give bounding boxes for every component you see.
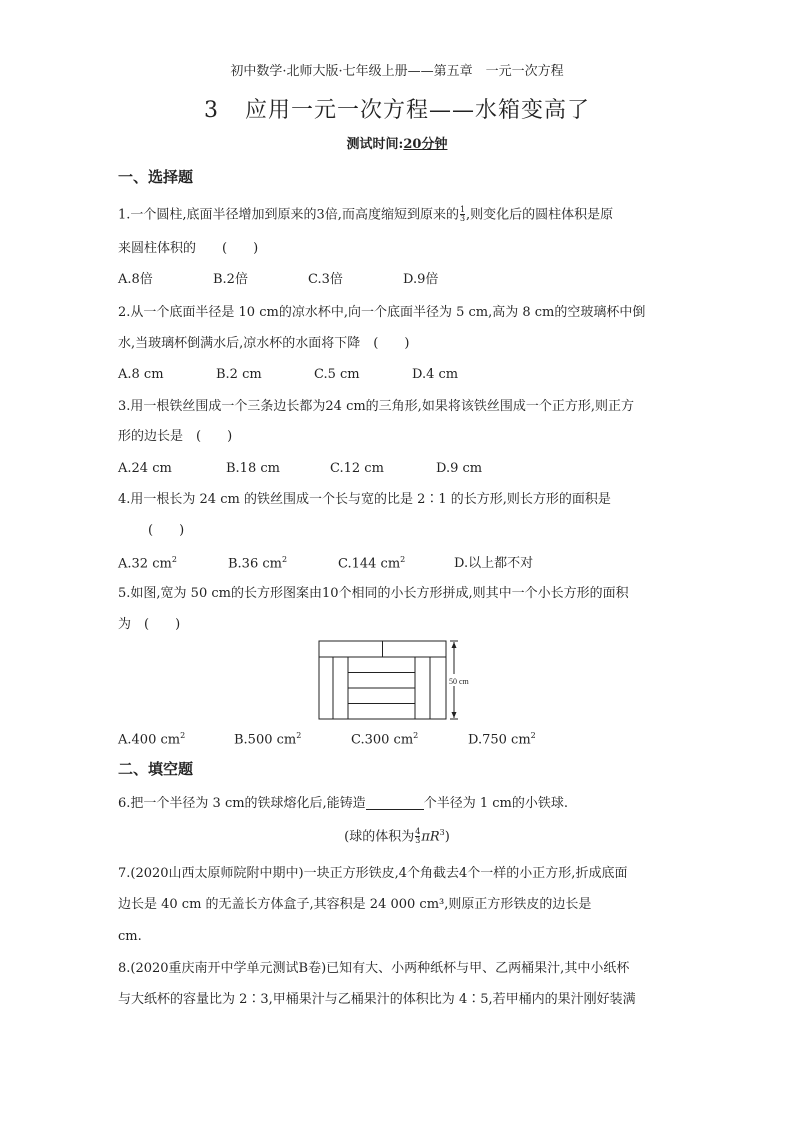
q4-option-a-text: A.32 cm bbox=[118, 556, 172, 572]
q1-text-a: 1.一个圆柱,底面半径增加到原来的3倍,而高度缩短到原来的 bbox=[118, 207, 459, 223]
q5-option-d-exponent: 2 bbox=[530, 731, 536, 740]
question-5-line-2: 为 ( ) bbox=[118, 617, 181, 632]
q6-answer-blank[interactable] bbox=[366, 797, 424, 810]
q1-option-d[interactable]: D.9倍 bbox=[403, 272, 439, 287]
question-1-line-2: 来圆柱体积的 ( ) bbox=[118, 241, 259, 256]
q4-option-d[interactable] bbox=[454, 557, 533, 570]
q3-option-d[interactable]: D.9 cm bbox=[436, 461, 483, 476]
question-5-options bbox=[118, 732, 536, 746]
question-3-line-1: 3.用一根铁丝围成一个三条边长都为24 cm的三角形,如果将该铁丝围成一个正方形,则正方 bbox=[118, 399, 634, 414]
section-choice: 一、选择题 bbox=[118, 168, 194, 186]
q1-fraction-numerator: 1 bbox=[459, 205, 466, 214]
title-number: 3 bbox=[203, 98, 219, 123]
test-time-label: 测试时间: bbox=[346, 137, 404, 152]
title-text: 应用一元一次方程——水箱变高了 bbox=[244, 98, 590, 123]
question-8-line-1: 8.(2020重庆南开中学单元测试B卷)已知有大、小两种纸杯与甲、乙两桶果汁,其中小纸杯 bbox=[118, 961, 630, 976]
q5-option-b[interactable] bbox=[234, 732, 351, 746]
question-7-line-2: 边长是 40 cm 的无盖长方体盒子,其容积是 24 000 cm³,则原正方形铁皮的边长是 bbox=[118, 897, 592, 912]
q5-option-b-exponent: 2 bbox=[296, 731, 302, 740]
q3-option-c[interactable]: C.12 cm bbox=[330, 461, 384, 476]
q3-option-a[interactable]: A.24 cm bbox=[118, 461, 172, 476]
q6-hint-text-b: πR bbox=[421, 829, 440, 845]
q4-option-b-text: B.36 cm bbox=[228, 556, 282, 572]
q5-option-c[interactable] bbox=[351, 732, 468, 746]
q6-hint-exponent: 3 bbox=[439, 828, 445, 838]
q4-option-c[interactable] bbox=[338, 556, 454, 570]
question-4-options bbox=[118, 556, 533, 570]
q2-option-c[interactable]: C.5 cm bbox=[314, 367, 360, 382]
q6-text-a: 6.把一个半径为 3 cm的铁球熔化后,能铸造 bbox=[118, 796, 366, 811]
question-4-line-1: 4.用一根长为 24 cm 的铁丝围成一个长与宽的比是 2∶1 的长方形,则长方形的面积是 bbox=[118, 492, 611, 507]
question-3-line-2: 形的边长是 ( ) bbox=[118, 429, 233, 444]
question-2-line-1: 2.从一个底面半径是 10 cm的凉水杯中,向一个底面半径为 5 cm,高为 8 cm的空玻璃杯中倒 bbox=[118, 305, 646, 320]
q6-hint bbox=[0, 828, 794, 846]
dimension-label: 50 cm bbox=[449, 677, 469, 686]
q1-option-c[interactable]: C.3倍 bbox=[308, 272, 343, 287]
question-4-line-2: ( ) bbox=[148, 523, 185, 538]
q2-option-a[interactable]: A.8 cm bbox=[118, 367, 164, 382]
q4-option-b[interactable] bbox=[228, 556, 338, 570]
q6-hint-fraction bbox=[415, 828, 420, 846]
question-2-options bbox=[118, 368, 458, 381]
q2-option-d[interactable]: D.4 cm bbox=[412, 367, 459, 382]
q5-option-b-text: B.500 cm bbox=[234, 732, 297, 748]
q4-option-c-exponent: 2 bbox=[400, 555, 406, 564]
q3-option-b[interactable]: B.18 cm bbox=[226, 461, 280, 476]
page-title bbox=[0, 100, 794, 122]
question-5-line-1: 5.如图,宽为 50 cm的长方形图案由10个相同的小长方形拼成,则其中一个小长方形的面积 bbox=[118, 586, 629, 601]
test-time-value: 20分钟 bbox=[403, 137, 448, 152]
q6-hint-fraction-denominator: 3 bbox=[415, 836, 421, 846]
q5-option-d-text: D.750 cm bbox=[468, 732, 531, 748]
q6-hint-fraction-numerator: 4 bbox=[415, 827, 421, 836]
q6-hint-text-a: (球的体积为 bbox=[344, 829, 415, 845]
q4-option-a-exponent: 2 bbox=[171, 555, 177, 564]
q4-option-c-text: C.144 cm bbox=[338, 556, 401, 572]
question-7-line-1: 7.(2020山西太原师院附中期中)一块正方形铁皮,4个角截去4个一样的小正方形,折成底面 bbox=[118, 866, 628, 881]
section-fill-blank: 二、填空题 bbox=[118, 760, 194, 778]
question-8-line-2: 与大纸杯的容量比为 2∶3,甲桶果汁与乙桶果汁的体积比为 4∶5,若甲桶内的果汁刚好装满 bbox=[118, 992, 636, 1007]
question-6 bbox=[118, 797, 568, 810]
test-time bbox=[0, 138, 794, 151]
q1-text-b: ,则变化后的圆柱体积是原 bbox=[466, 207, 614, 223]
q4-option-a[interactable] bbox=[118, 556, 228, 570]
q1-fraction bbox=[460, 206, 465, 224]
question-3-options bbox=[118, 462, 482, 475]
q5-option-a-exponent: 2 bbox=[180, 731, 186, 740]
q5-option-c-exponent: 2 bbox=[413, 731, 419, 740]
q2-option-b[interactable]: B.2 cm bbox=[216, 367, 262, 382]
q5-option-c-text: C.300 cm bbox=[351, 732, 414, 748]
q4-option-b-exponent: 2 bbox=[281, 555, 288, 564]
q4-option-d-text: D.以上都不对 bbox=[454, 556, 534, 572]
q1-option-a[interactable]: A.8倍 bbox=[118, 272, 153, 287]
question-1-line-1 bbox=[118, 206, 613, 224]
question-2-line-2: 水,当玻璃杯倒满水后,凉水杯的水面将下降 ( ) bbox=[118, 336, 410, 351]
q5-option-d[interactable] bbox=[468, 732, 536, 746]
rectangles-figure bbox=[318, 640, 478, 722]
q5-option-a-text: A.400 cm bbox=[118, 732, 181, 748]
q6-hint-text-c: ) bbox=[444, 829, 450, 845]
question-1-options bbox=[118, 273, 438, 286]
q1-option-b[interactable]: B.2倍 bbox=[213, 272, 248, 287]
question-7-line-3: cm. bbox=[118, 929, 142, 944]
page-header: 初中数学·北师大版·七年级上册——第五章 一元一次方程 bbox=[230, 64, 564, 79]
q5-option-a[interactable] bbox=[118, 732, 234, 746]
q1-fraction-denominator: 3 bbox=[459, 214, 466, 224]
q6-text-b: 个半径为 1 cm的小铁球. bbox=[423, 796, 568, 811]
